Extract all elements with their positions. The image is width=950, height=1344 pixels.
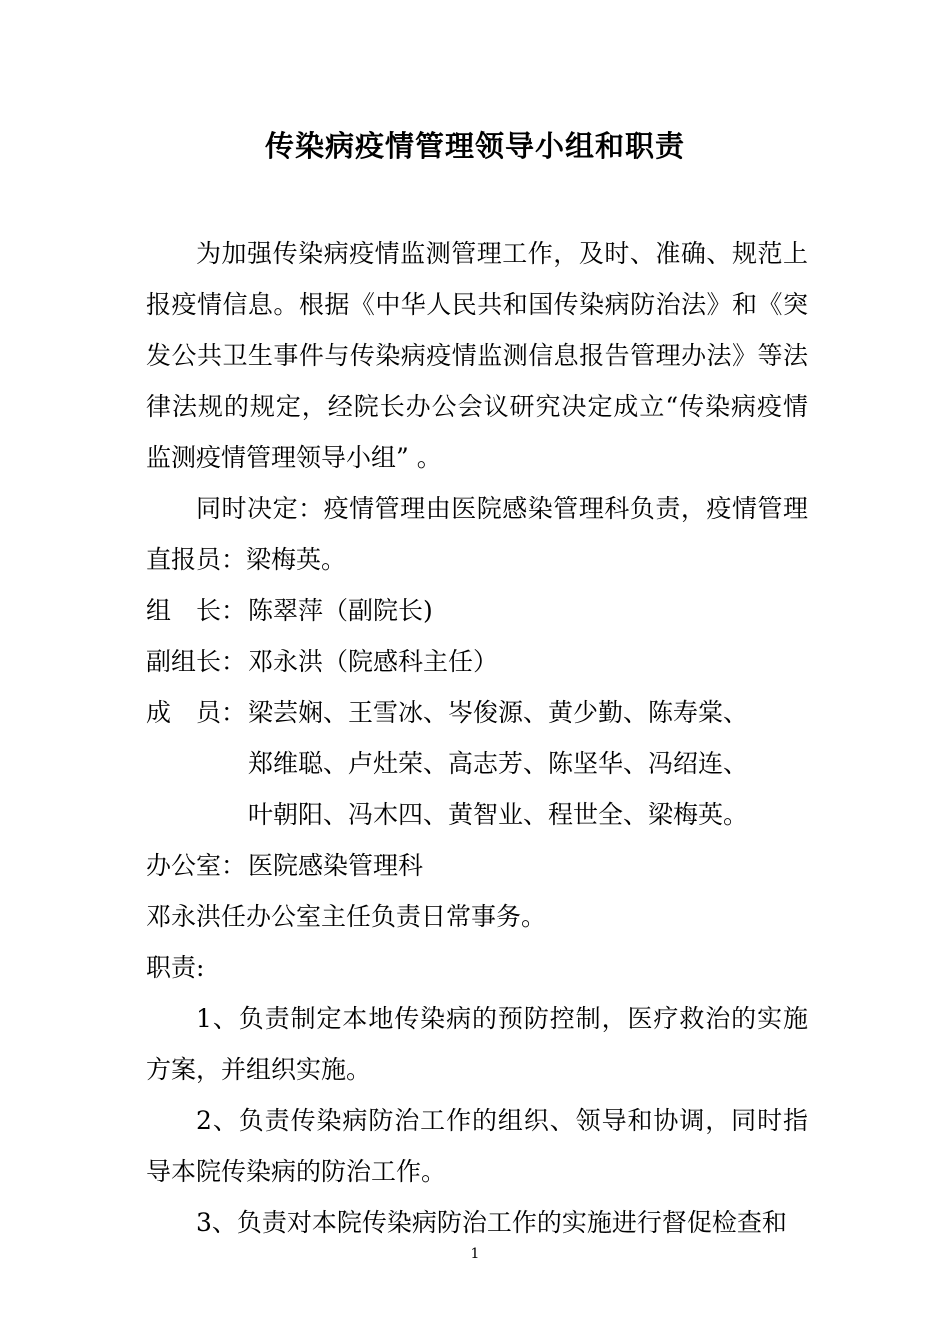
- document-body: [146, 228, 808, 1248]
- duty-item-2: 2、负责传染病防治工作的组织、领导和协调，同时指导本院传染病的防治工作。: [146, 1106, 808, 1186]
- office-label: 办公室：: [146, 851, 247, 880]
- members-label: 成 员：: [146, 698, 247, 727]
- document-title: 传染病疫情管理领导小组和职责: [264, 129, 685, 163]
- leader-value: 陈翠萍（副院长): [248, 596, 433, 625]
- duty-item-1: 1、负责制定本地传染病的预防控制，医疗救治的实施方案，并组织实施。: [146, 1004, 808, 1084]
- decision-paragraph: 同时决定：疫情管理由医院感染管理科负责，疫情管理直报员：梁梅英。: [146, 494, 808, 574]
- duty-item-3: 3、负责对本院传染病防治工作的实施进行督促检查和: [196, 1208, 787, 1237]
- members-row: [146, 687, 808, 738]
- leader-label: 组 长：: [146, 596, 247, 625]
- deputy-label: 副组长：: [146, 647, 247, 676]
- office-value: 医院感染管理科: [248, 851, 424, 880]
- leader-row: [146, 585, 808, 636]
- office-head-line: 邓永洪任办公室主任负责日常事务。: [146, 902, 547, 931]
- office-row: [146, 840, 808, 891]
- deputy-row: [146, 636, 808, 687]
- members-continuation: [146, 738, 808, 840]
- intro-paragraph: 为加强传染病疫情监测管理工作，及时、准确、规范上报疫情信息。根据《中华人民共和国传染病防治法》和《突发公共卫生事件与传染病疫情监测信息报告管理办法》等法律法规的规定，经院长办公会议研究决定成立“传染病疫情监测疫情管理领导小组” 。: [146, 239, 808, 472]
- deputy-value: 邓永洪（院感科主任）: [248, 647, 499, 676]
- members-line-1: 梁芸娴、王雪冰、岑俊源、黄少勤、陈寿棠、: [248, 698, 749, 727]
- duties-heading: 职责:: [146, 953, 205, 982]
- page-number: 1: [470, 1246, 480, 1262]
- members-line-3: 叶朝阳、冯木四、黄智业、程世全、梁梅英。: [248, 800, 749, 829]
- members-line-2: 郑维聪、卢灶荣、高志芳、陈坚华、冯绍连、: [248, 749, 749, 778]
